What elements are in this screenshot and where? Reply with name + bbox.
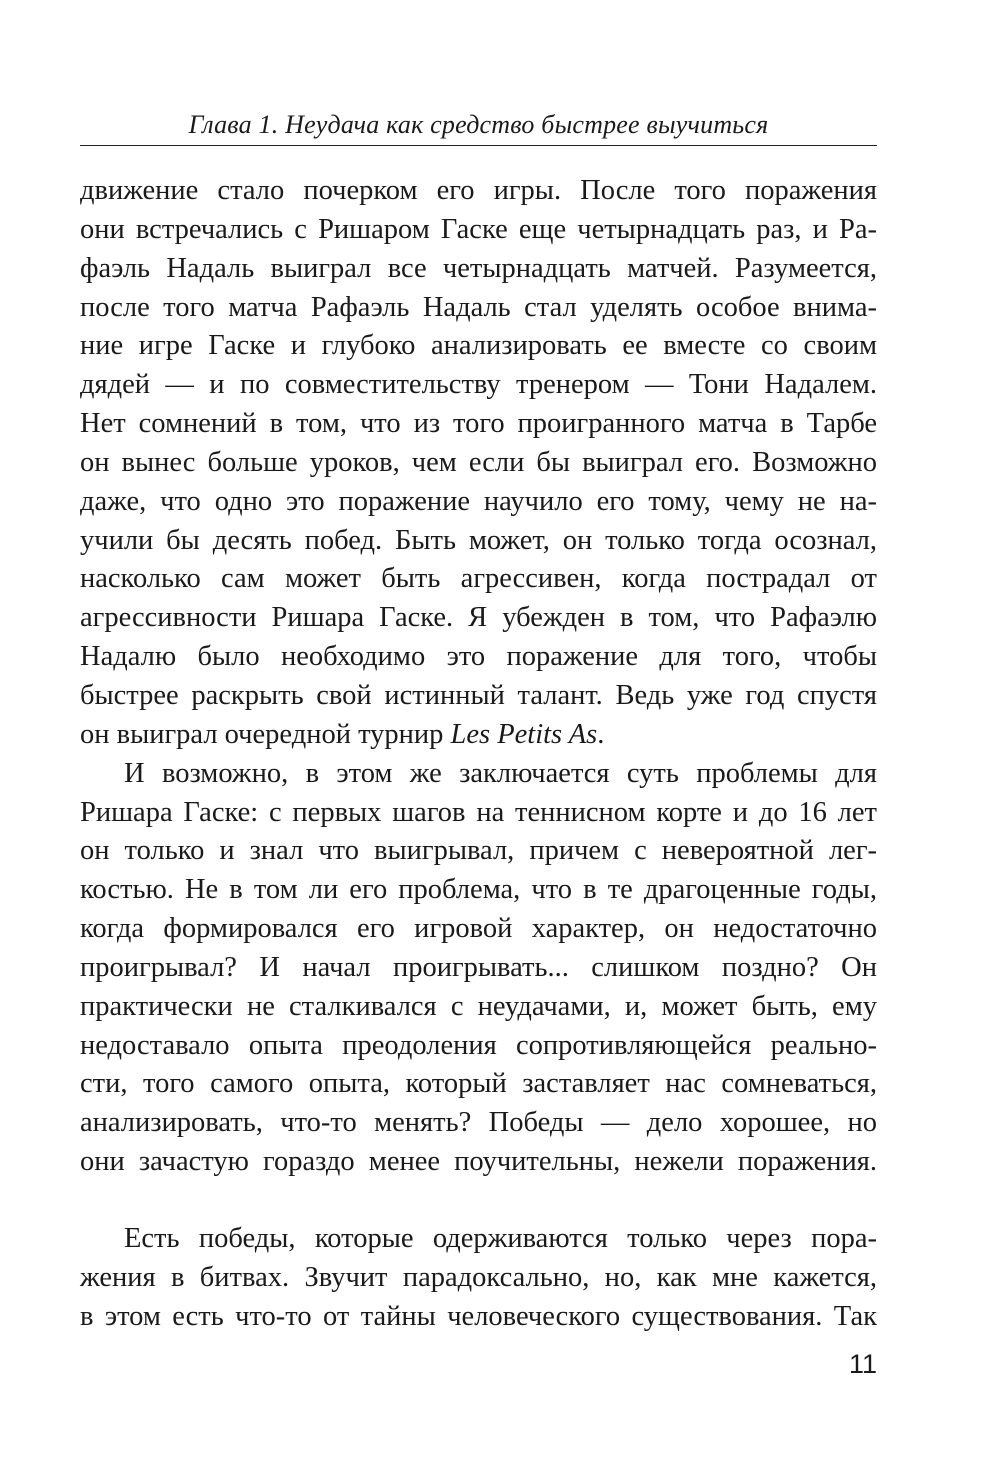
text-line: Нет сомнений в том, что из того проигранного матча в Тарбе [80, 408, 877, 440]
text-line [80, 716, 877, 755]
text-line: он только и знал что выигрывал, причем с невероятной лег- [80, 835, 877, 867]
text-line: движение стало почерком его игры. После того поражения [80, 175, 877, 206]
page-number: 11 [848, 1349, 877, 1379]
text-line: И возможно, в этом же заключается суть проблемы для [124, 757, 877, 789]
text-line: практически не сталкивался с неудачами, и, может быть, ему [80, 990, 877, 1022]
text-line: проигрывал? И начал проигрывать... слишком поздно? Он [80, 951, 877, 983]
running-head: Глава 1. Неудача как средство быстрее выучиться [188, 110, 769, 139]
text-line: после того матча Рафаэль Надаль стал уделять особое внима- [80, 291, 877, 323]
text-line: недоставало опыта преодоления сопротивляющейся реально- [80, 1029, 877, 1061]
text-line: костью. Не в том ли его проблема, что в те драгоценные годы, [80, 874, 877, 906]
text-line: насколько сам может быть агрессивен, когда пострадал от [80, 563, 877, 595]
paragraph [80, 1220, 877, 1337]
text-line: сти, того самого опыта, который заставляет нас сомневаться, [80, 1068, 877, 1100]
paragraph [80, 755, 877, 1182]
text-line: Есть победы, которые одерживаются только через пора- [124, 1223, 877, 1254]
text-line: Ришара Гаске: с первых шагов на теннисном корте и до 16 лет [80, 796, 877, 828]
text-line: Надалю было необходимо это поражение для того, чтобы [80, 641, 877, 673]
text-line: агрессивности Ришара Гаске. Я убежден в том, что Рафаэлю [80, 602, 877, 634]
text-line: фаэль Надаль выиграл все четырнадцать матчей. Разумеется, [80, 252, 877, 284]
text-line: они зачастую гораздо менее поучительны, нежели поражения. [80, 1146, 877, 1178]
text-fragment: . [597, 718, 605, 750]
text-line: в этом есть что-то от тайны человеческого существования. Так [80, 1300, 877, 1332]
text-line: ние игре Гаске и глубоко анализировать ее вместе со своим [80, 330, 877, 362]
tournament-name: Les Petits As [450, 718, 598, 750]
text-line: анализировать, что-то менять? Победы — дело хорошее, но [80, 1107, 877, 1139]
text-line: даже, что одно это поражение научило его тому, чему не на- [80, 485, 877, 517]
text-line: жения в битвах. Звучит парадоксально, но, как мне кажется, [80, 1261, 877, 1293]
section-text [80, 1220, 877, 1337]
main-text [80, 172, 877, 1182]
header-rule [80, 145, 877, 146]
text-line: когда формировался его игровой характер, он недостаточно [80, 913, 877, 945]
text-line: дядей — и по совместительству тренером — Тони Надалем. [80, 369, 877, 401]
text-line: он вынес больше уроков, чем если бы выиграл его. Возможно [80, 446, 877, 478]
text-line: быстрее раскрыть свой истинный талант. Ведь уже год спустя [80, 679, 877, 711]
text-line: они встречались с Ришаром Гаске еще четырнадцать раз, и Ра- [80, 213, 877, 245]
text-line: учили бы десять побед. Быть может, он только тогда осознал, [80, 524, 877, 556]
text-fragment: он выиграл очередной турнир [80, 718, 451, 750]
paragraph [80, 172, 877, 755]
